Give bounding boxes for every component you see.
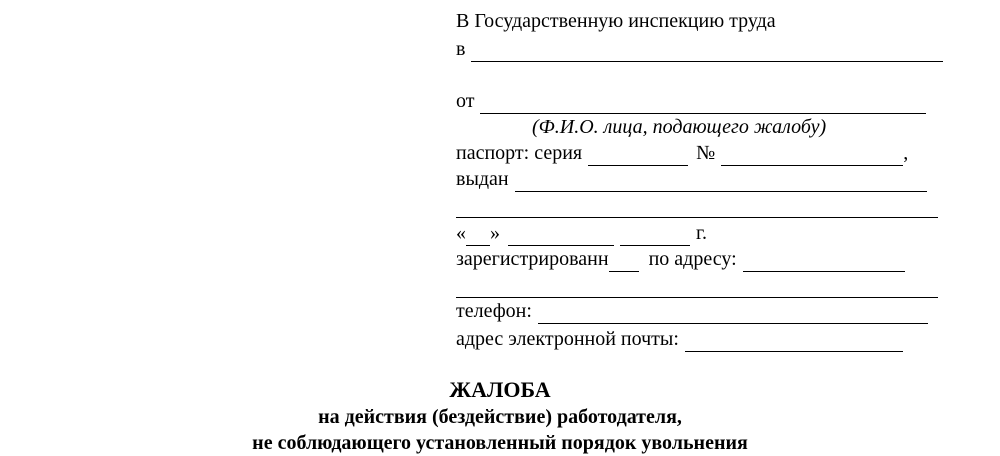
address-field[interactable] [743,251,905,272]
issue-month-field[interactable] [508,225,614,246]
email-label: адрес электронной почты: [456,328,679,350]
phone-field[interactable] [538,303,928,324]
passport-number-field[interactable] [721,145,903,166]
inspection-name-field[interactable] [471,41,943,62]
address-field-continued[interactable] [456,277,938,298]
year-suffix: г. [696,222,707,244]
fio-hint: (Ф.И.О. лица, подающего жалобу) [532,116,827,138]
passport-row [456,140,908,166]
date-open-quote: « [456,222,466,244]
issued-continue-row [456,192,938,218]
document-subtitle-line2: не соблюдающего установленный порядок увольнения [252,432,748,454]
issued-by-field-continued[interactable] [456,197,938,218]
document-title: ЖАЛОБА [449,377,551,402]
from-row [456,88,926,114]
registered-label: зарегистрированн [456,248,609,270]
issue-day-field[interactable] [466,225,490,246]
passport-series-field[interactable] [588,145,688,166]
issued-label: выдан [456,168,509,190]
phone-label: телефон: [456,300,532,322]
issued-row [456,166,927,192]
address-continue-row [456,272,938,298]
passport-comma: , [903,142,909,164]
issue-year-field[interactable] [620,225,690,246]
registered-ending-field[interactable] [609,251,639,272]
document-subtitle-line1: на действия (бездействие) работодателя, [318,406,682,428]
phone-row [456,298,928,324]
email-field[interactable] [685,331,903,352]
email-row [456,326,903,352]
addressee-text: В Государственную инспекцию труда [456,10,776,32]
address-label: по адресу: [648,248,737,270]
fio-hint-row [532,114,826,140]
issued-by-field[interactable] [515,171,927,192]
number-sign: № [696,142,716,164]
addressee-row [456,8,776,34]
in-prefix: в [456,38,466,60]
issue-date-row [456,220,707,246]
registered-row [456,246,905,272]
from-prefix: от [456,90,475,112]
passport-label: паспорт: серия [456,142,583,164]
inspection-row [456,36,943,62]
date-close-quote: » [490,222,500,244]
fio-field[interactable] [480,93,926,114]
